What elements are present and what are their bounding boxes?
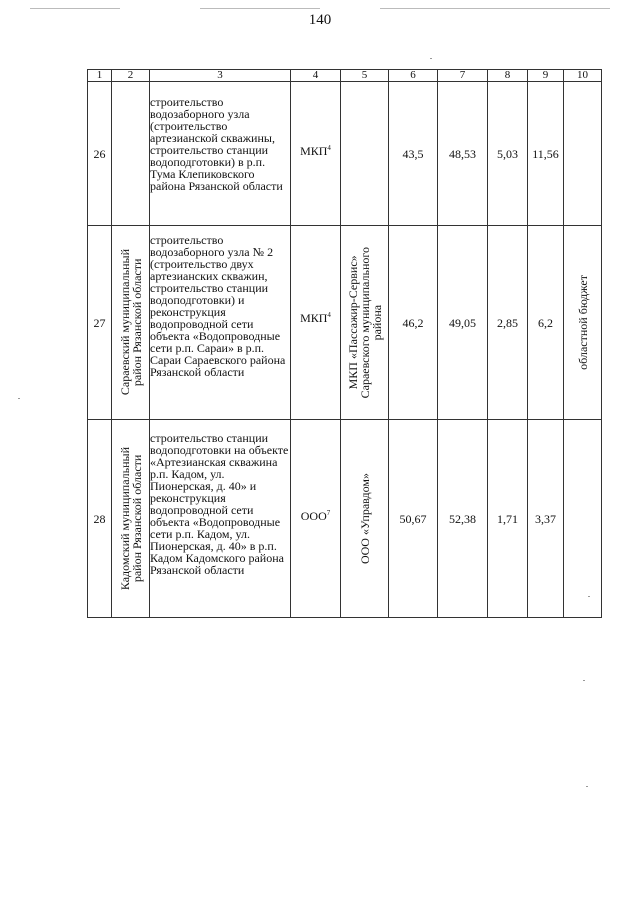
budget-cell-empty <box>564 420 602 618</box>
header-cell: 9 <box>528 70 564 82</box>
header-cell: 6 <box>389 70 438 82</box>
page-number: 140 <box>308 12 332 28</box>
org-name: ООО «Управдом» <box>357 472 372 565</box>
scan-artifact-line <box>380 8 610 9</box>
value-col9: 6,2 <box>528 226 564 420</box>
header-cell: 2 <box>112 70 150 82</box>
value-col8: 2,85 <box>488 226 528 420</box>
org-name-cell <box>341 226 389 420</box>
header-cell: 8 <box>488 70 528 82</box>
org-name-cell <box>341 82 389 226</box>
org-type: МКП <box>300 311 328 325</box>
org-footnote-ref: 4 <box>327 144 331 152</box>
value-col7: 52,38 <box>438 420 488 618</box>
header-cell: 4 <box>291 70 341 82</box>
header-cell: 1 <box>88 70 112 82</box>
table-row <box>88 226 602 420</box>
value-col7: 48,53 <box>438 82 488 226</box>
scan-speck <box>18 398 20 399</box>
budget-source: областной бюджет <box>575 275 590 370</box>
municipality-cell <box>112 82 150 226</box>
org-name-cell <box>341 420 389 618</box>
budget-source-cell <box>564 226 602 420</box>
municipality-text: Сараевский муниципальный район Рязанской области <box>117 249 144 396</box>
scan-artifact-line <box>200 8 320 9</box>
org-type-cell <box>291 82 341 226</box>
project-description: строительство водозаборного узла (строительство артезианской скважины, строительство станции водоподготовки) в р.п. Тума Клепиковского района Рязанской области <box>150 82 291 226</box>
header-row <box>88 70 602 82</box>
scan-speck <box>586 786 588 787</box>
value-col6: 43,5 <box>389 82 438 226</box>
scan-artifact-line <box>30 8 120 9</box>
header-cell: 10 <box>564 70 602 82</box>
org-name: МКП «Пассажир-Сервис» Сараевского муниципального района <box>345 246 384 399</box>
org-type-cell <box>291 226 341 420</box>
value-col6: 46,2 <box>389 226 438 420</box>
value-col8: 1,71 <box>488 420 528 618</box>
value-col8: 5,03 <box>488 82 528 226</box>
scan-speck <box>430 58 432 59</box>
org-footnote-ref: 7 <box>326 509 331 517</box>
org-type: МКП <box>300 144 328 158</box>
header-cell: 5 <box>341 70 389 82</box>
value-col9: 3,37 <box>528 420 564 618</box>
scan-speck <box>583 680 585 681</box>
row-number: 26 <box>88 82 112 226</box>
project-description: строительство водозаборного узла № 2 (строительство двух артезианских скважин, строительство станции водоподготовки) и реконструкция водопроводной сети объекта «Водопроводные сети р.п. Сараи» в р.п. Сараи Сараевского района Рязанской области <box>150 226 291 420</box>
municipality-cell <box>112 226 150 420</box>
value-col6: 50,67 <box>389 420 438 618</box>
municipality-cell <box>112 420 150 618</box>
header-cell: 7 <box>438 70 488 82</box>
row-number: 27 <box>88 226 112 420</box>
org-footnote-ref: 4 <box>327 311 331 319</box>
scan-speck <box>588 596 590 597</box>
row-number: 28 <box>88 420 112 618</box>
projects-table <box>87 69 602 618</box>
project-description: строительство станции водоподготовки на объекте «Артезианская скважина р.п. Кадом, ул. Пионерская, д. 40» и реконструкция водопроводной сети объекта «Водопроводные сети р.п. Кадом, ул. Пионерская, д. 40» в р.п. Кадом Кадомского района Рязанской области <box>150 420 291 618</box>
value-col9: 11,56 <box>528 82 564 226</box>
municipality-text: Кадомский муниципальный район Рязанской области <box>117 446 144 591</box>
table-row <box>88 82 602 226</box>
org-type-cell <box>291 420 341 618</box>
org-type: ООО <box>300 509 327 523</box>
value-col7: 49,05 <box>438 226 488 420</box>
header-cell: 3 <box>150 70 291 82</box>
budget-cell-empty <box>564 82 602 226</box>
table-row <box>88 420 602 618</box>
